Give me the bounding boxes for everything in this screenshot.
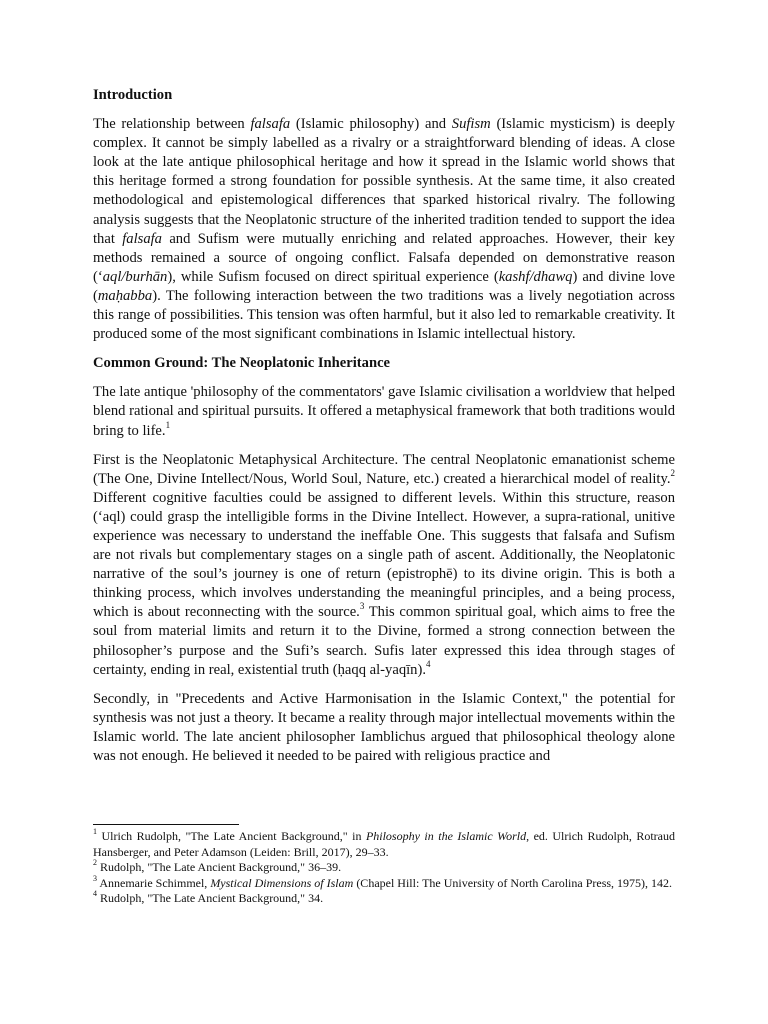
italic-term: maḥabba: [97, 287, 153, 304]
footnote-ref[interactable]: 1: [165, 419, 171, 430]
document-body: [93, 86, 675, 776]
footnote-3: [93, 873, 675, 892]
footnote-title: Philosophy in the Islamic World: [365, 829, 527, 843]
text-run: Different cognitive faculties could be assigned to different levels. Within this structure, reason (‘aql) could grasp the intelligible forms in the Divine Intellect. However, a supra-rational, unitive experience was necessary to understand the ineffable One. This suggests that falsafa and Sufism are not rivals but complementary stages on a single path of ascent. Additionally, the Neoplatonic narrative of the soul’s journey is one of return (epistrophē) to its divine origin. This is both a thinking process, which involves understanding the meaningful principles, and a being process, which is about reconnecting with the source.: [93, 489, 675, 621]
footnote-number: 2: [93, 858, 97, 867]
footnote-ref[interactable]: 4: [425, 658, 431, 669]
text-run: ) and divine love (: [93, 268, 675, 304]
footnote-title: Mystical Dimensions of Islam: [210, 875, 354, 890]
footnote-ref[interactable]: 2: [670, 467, 675, 478]
common-ground-paragraph-1: [93, 383, 675, 440]
footnote-text: Rudolph, "The Late Ancient Background," 34.: [97, 891, 324, 905]
footnote-text: (Chapel Hill: The University of North Carolina Press, 1975), 142.: [353, 875, 673, 890]
text-run: ). The following interaction between the two traditions was a lively negotiation across this range of possibilities. This tension was often harmful, but it also led to remarkable creativity. It produced some of the most significant combinations in Islamic intellectual history.: [93, 287, 675, 343]
italic-term: falsafa: [250, 116, 291, 133]
italic-term: Sufism: [451, 116, 491, 133]
footnote-text: Annemarie Schimmel,: [97, 875, 211, 890]
intro-paragraph: [93, 115, 675, 344]
section-heading-common-ground: Common Ground: The Neoplatonic Inheritance: [93, 355, 391, 372]
text-run: This common spiritual goal, which aims to free the soul from material limits and return it to the Divine, formed a strong connection between the philosopher’s purpose and the Sufi’s search. Sufis later expressed this idea through stages of certainty, ending in real, existential truth (ḥaqq al-yaqīn).: [93, 604, 675, 678]
italic-term: kashf/dhawq: [498, 268, 573, 285]
footnote-text: Ulrich Rudolph, "The Late Ancient Background," in: [97, 829, 366, 843]
footnote-ref[interactable]: 3: [359, 601, 365, 612]
footnote-2: [93, 860, 675, 876]
footnote-separator: [93, 824, 239, 825]
text-run: (Islamic philosophy) and: [290, 116, 452, 133]
common-ground-paragraph-3: [93, 690, 675, 766]
footnote-number: 3: [93, 873, 97, 883]
text-run: The relationship between: [93, 116, 251, 133]
footnote-1: [93, 829, 675, 860]
text-run: Secondly, in "Precedents and Active Harmonisation in the Islamic Context," the potential for synthesis was not just a theory. It became a reality through major intellectual movements within the Islamic world. The late ancient philosopher Iamblichus argued that philosophical theology alone was not enough. He believed it needed to be paired with religious practice and: [93, 690, 675, 764]
text-run: and Sufism were mutually enriching and related approaches. However, their key methods remained a source of ongoing conflict. Falsafa depended on demonstrative reason (‘: [93, 230, 675, 285]
italic-term: aql/burhān: [102, 268, 168, 285]
text-run: (Islamic mysticism) is deeply complex. It cannot be simply labelled as a rivalry or a straightforward blending of ideas. A close look at the late antique philosophical heritage and how it spread in the Islamic world shows that this heritage formed a strong foundation for possible synthesis. At the same time, it also created methodological and epistemological differences that sparked historical rivalry. The following analysis suggests that the Neoplatonic structure of the inherited tradition tended to support the idea that: [93, 116, 675, 247]
footnote-4: [93, 891, 675, 907]
footnotes: [93, 824, 675, 907]
text-run: The late antique 'philosophy of the commentators' gave Islamic civilisation a worldview that helped blend rational and spiritual pursuits. It offered a metaphysical framework that both traditions would bring to life.: [93, 384, 675, 439]
italic-term: falsafa: [122, 230, 162, 247]
common-ground-paragraph-2: [93, 451, 675, 680]
section-heading-introduction: Introduction: [93, 87, 173, 103]
footnote-text: , ed. Ulrich Rudolph, Rotraud Hansberger, and Peter Adamson (Leiden: Brill, 2017), 29–33.: [93, 829, 676, 859]
footnote-number: 1: [93, 827, 97, 836]
footnote-number: 4: [93, 889, 97, 898]
text-run: ), while Sufism focused on direct spiritual experience (: [167, 268, 499, 285]
text-run: First is the Neoplatonic Metaphysical Architecture. The central Neoplatonic emanationist scheme (The One, Divine Intellect/Nous, World Soul, Nature, etc.) created a hierarchical model of reality.: [93, 451, 675, 487]
footnote-text: Rudolph, "The Late Ancient Background," 36–39.: [97, 860, 342, 874]
